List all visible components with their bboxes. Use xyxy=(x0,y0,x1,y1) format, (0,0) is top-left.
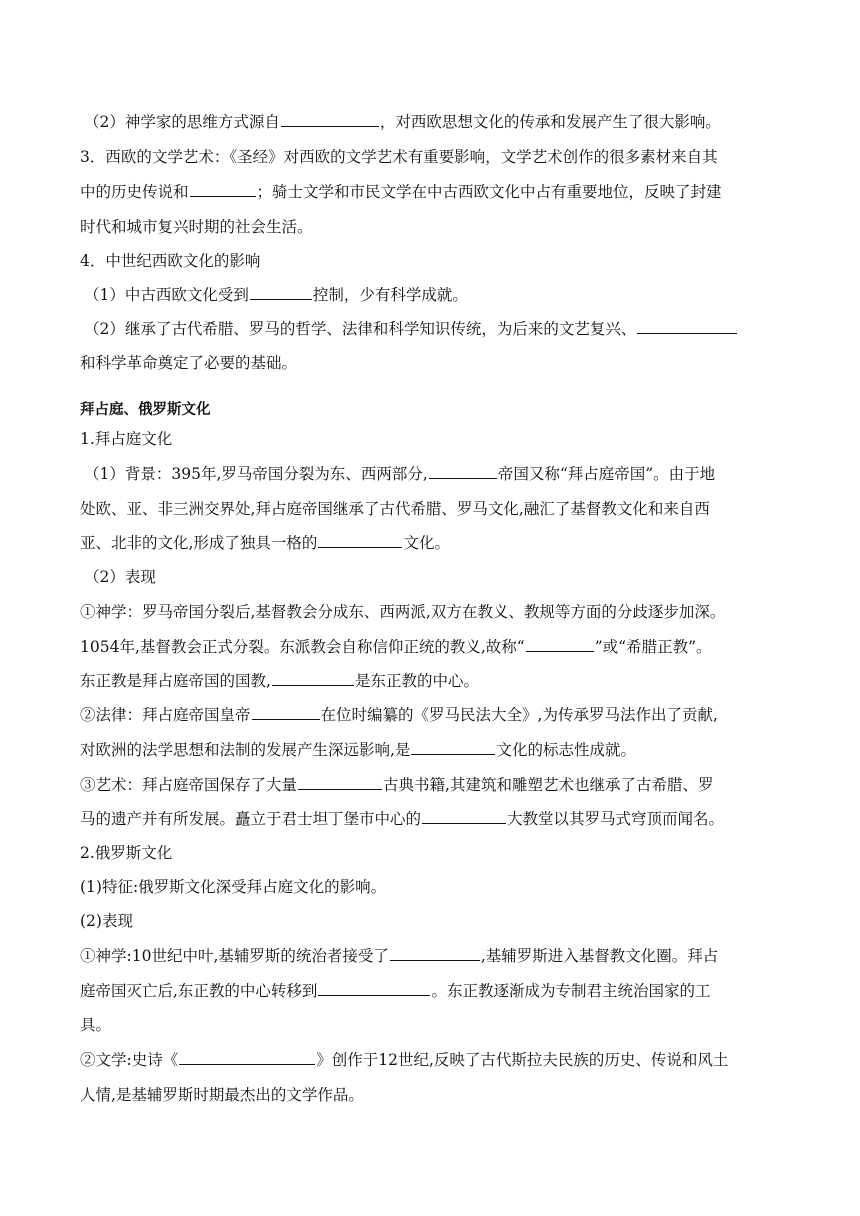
text-segment: 亚、北非的文化,形成了独具一格的 xyxy=(80,534,318,552)
text-line xyxy=(80,147,784,167)
text-segment: 对欧洲的法学思想和法制的发展产生深远影响,是 xyxy=(80,741,411,759)
text-line xyxy=(80,429,784,449)
text-segment: 是东正教的中心。 xyxy=(354,672,479,690)
text-segment: 拜占庭、俄罗斯文化 xyxy=(80,401,211,418)
fill-in-blank[interactable] xyxy=(272,684,354,686)
fill-in-blank[interactable] xyxy=(411,753,495,755)
text-line xyxy=(80,740,784,760)
text-segment: （2）继承了古代希腊、罗马的哲学、法律和科学知识传统，为后来的文艺复兴、 xyxy=(84,320,637,338)
fill-in-blank[interactable] xyxy=(179,1063,315,1065)
text-segment: （2）表现 xyxy=(84,568,156,586)
text-segment: 人情,是基辅罗斯时期最杰出的文学作品。 xyxy=(80,1086,364,1104)
text-line xyxy=(84,567,788,587)
fill-in-blank[interactable] xyxy=(298,788,382,790)
text-segment: 1.拜占庭文化 xyxy=(80,430,173,448)
text-line xyxy=(80,843,784,863)
text-line xyxy=(80,981,784,1001)
text-line xyxy=(80,637,784,657)
fill-in-blank[interactable] xyxy=(422,822,506,824)
text-segment: 东正教是拜占庭帝国的国教, xyxy=(80,672,271,690)
text-segment: 2.俄罗斯文化 xyxy=(80,844,173,862)
text-segment: 时代和城市复兴时期的社会生活。 xyxy=(80,218,313,236)
text-segment: 帝国又称“拜占庭帝国”。由于地 xyxy=(497,465,716,483)
text-segment: 马的遗产并有所发展。矗立于君士坦丁堡市中心的 xyxy=(80,810,422,828)
text-line xyxy=(80,182,784,202)
text-line xyxy=(84,319,788,339)
fill-in-blank[interactable] xyxy=(429,477,497,479)
fill-in-blank[interactable] xyxy=(390,959,480,961)
text-segment: 3．西欧的文学艺术：《圣经》对西欧的文学艺术有重要影响，文学艺术创作的很多素材来自其 xyxy=(80,148,718,166)
text-line xyxy=(80,911,784,931)
text-segment: ②文学:史诗《 xyxy=(80,1051,179,1069)
text-segment: 古典书籍,其建筑和雕塑艺术也继承了古希腊、罗 xyxy=(383,776,714,794)
text-line xyxy=(84,464,788,484)
text-line xyxy=(84,112,788,132)
text-segment: 控制，少有科学成就。 xyxy=(312,286,468,304)
text-line xyxy=(80,533,784,553)
section-heading xyxy=(80,400,784,420)
text-line xyxy=(80,671,784,691)
text-segment: 》创作于12世纪,反映了古代斯拉夫民族的历史、传说和风土 xyxy=(316,1051,729,1069)
text-segment: ,基辅罗斯进入基督教文化圈。拜占 xyxy=(480,947,719,965)
text-segment: (2)表现 xyxy=(80,912,133,930)
text-line xyxy=(80,946,784,966)
text-segment: 文化的标志性成就。 xyxy=(496,741,636,759)
text-line xyxy=(80,877,784,897)
text-line xyxy=(80,602,784,622)
text-segment: ①神学：罗马帝国分裂后,基督教会分成东、西两派,双方在教义、教规等方面的分歧逐步加深。 xyxy=(80,603,726,621)
fill-in-blank[interactable] xyxy=(526,650,594,652)
text-segment: 文化。 xyxy=(403,534,450,552)
text-segment: 和科学革命奠定了必要的基础。 xyxy=(80,354,298,372)
text-segment: （1）中古西欧文化受到 xyxy=(84,286,249,304)
fill-in-blank[interactable] xyxy=(281,125,379,127)
text-segment: ，对西欧思想文化的传承和发展产生了很大影响。 xyxy=(379,113,721,131)
text-segment: 在位时编纂的《罗马民法大全》,为传承罗马法作出了贡献, xyxy=(320,706,718,724)
text-line xyxy=(80,775,784,795)
text-segment: （2）神学家的思维方式源自 xyxy=(84,113,280,131)
text-segment: 1054年,基督教会正式分裂。东派教会自称信仰正统的教义,故称“ xyxy=(80,638,525,656)
fill-in-blank[interactable] xyxy=(190,195,256,197)
text-line xyxy=(80,1085,784,1105)
text-line xyxy=(80,1015,784,1035)
text-segment: （1）背景：395年,罗马帝国分裂为东、西两部分, xyxy=(84,465,428,483)
text-segment: ①神学:10世纪中叶,基辅罗斯的统治者接受了 xyxy=(80,947,389,965)
text-segment: ；骑士文学和市民文学在中古西欧文化中占有重要地位，反映了封建 xyxy=(256,183,722,201)
text-segment: (1)特征:俄罗斯文化深受拜占庭文化的影响。 xyxy=(80,878,387,896)
text-segment: ②法律：拜占庭帝国皇帝 xyxy=(80,706,251,724)
text-segment: 4．中世纪西欧文化的影响 xyxy=(80,252,261,270)
text-line xyxy=(80,217,784,237)
text-segment: ③艺术：拜占庭帝国保存了大量 xyxy=(80,776,298,794)
text-line xyxy=(80,499,784,519)
text-segment: 中的历史传说和 xyxy=(80,183,189,201)
text-segment: 。东正教逐渐成为专制君主统治国家的工 xyxy=(431,982,711,1000)
text-line xyxy=(80,809,784,829)
text-line xyxy=(84,285,788,305)
text-segment: 具。 xyxy=(80,1016,112,1034)
fill-in-blank[interactable] xyxy=(318,546,402,548)
fill-in-blank[interactable] xyxy=(250,298,312,300)
text-line xyxy=(80,353,784,373)
text-segment: 庭帝国灭亡后,东正教的中心转移到 xyxy=(80,982,318,1000)
text-segment: 大教堂以其罗马式穹顶而闻名。 xyxy=(507,810,725,828)
fill-in-blank[interactable] xyxy=(318,994,430,996)
text-segment: 处欧、亚、非三洲交界处,拜占庭帝国继承了古代希腊、罗马文化,融汇了基督教文化和来自西 xyxy=(80,500,710,518)
text-line xyxy=(80,251,784,271)
fill-in-blank[interactable] xyxy=(637,332,737,334)
text-line xyxy=(80,705,784,725)
text-line xyxy=(80,1050,784,1070)
text-segment: ”或“希腊正教”。 xyxy=(594,638,712,656)
fill-in-blank[interactable] xyxy=(252,718,320,720)
